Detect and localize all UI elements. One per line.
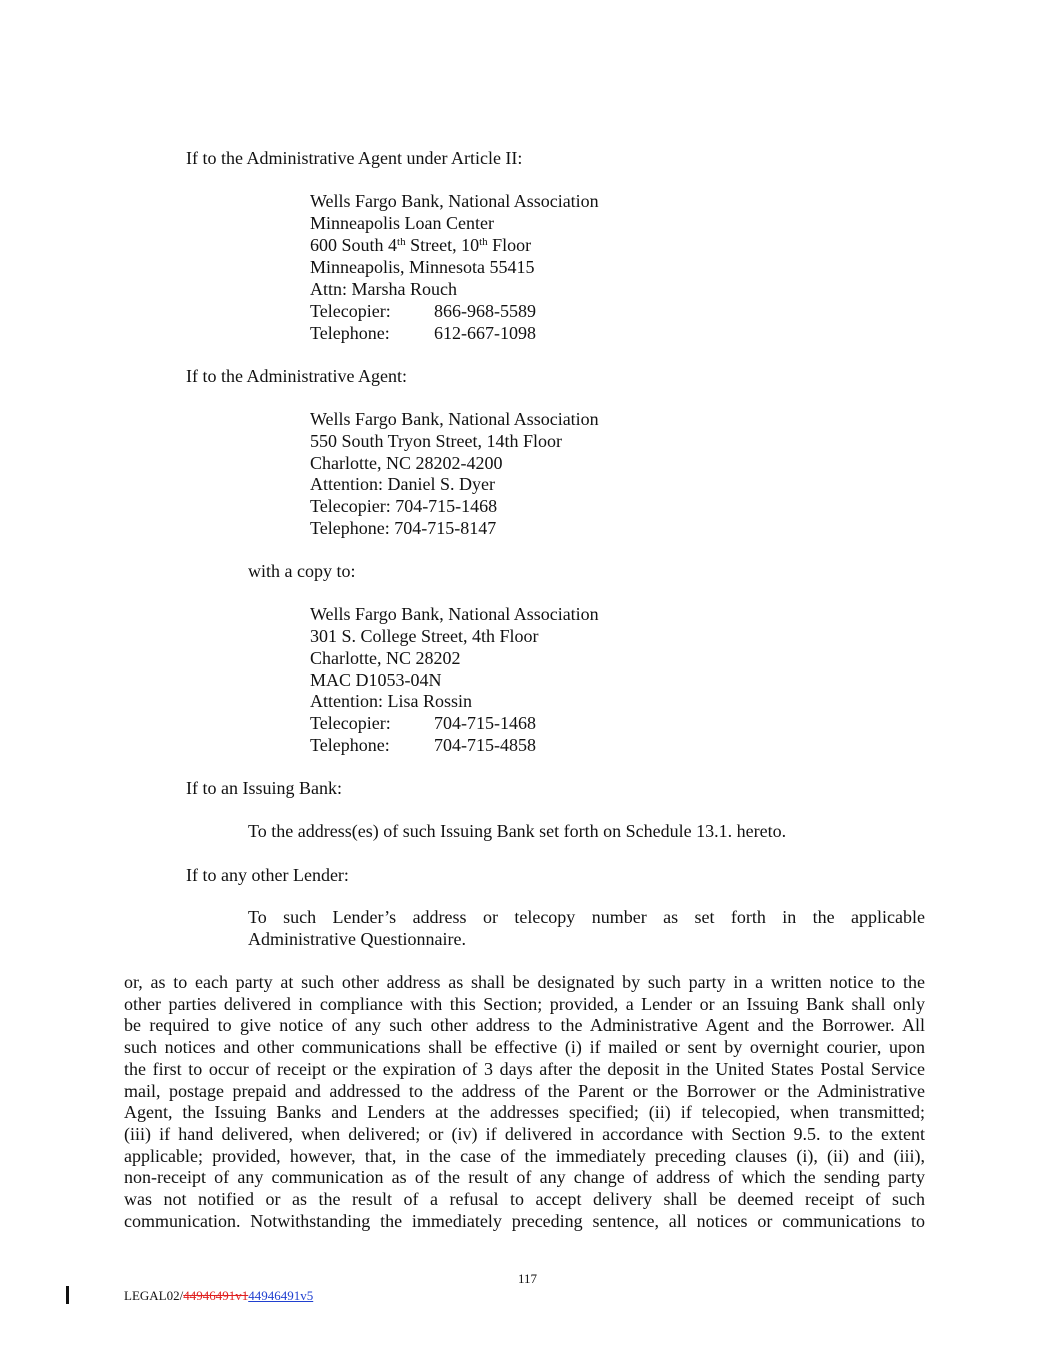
page-number: 117 bbox=[517, 1271, 538, 1286]
agent-heading: If to the Administrative Agent: bbox=[186, 366, 407, 386]
article2-street: 600 South 4th Street, 10th Floor bbox=[310, 235, 532, 255]
paragraph-line: mail, postage prepaid and addressed to the address of the Parent or the Borrower or the Administrative bbox=[124, 1080, 925, 1101]
copy-city: Charlotte, NC 28202 bbox=[310, 648, 461, 668]
copy-telecopier: Telecopier: 704-715-1468 bbox=[310, 713, 536, 733]
paragraph-line: (iii) if hand delivered, when delivered; or (iv) if delivered in accordance with Section 9.5. to the extent bbox=[124, 1123, 925, 1144]
issuing-heading: If to an Issuing Bank: bbox=[186, 778, 342, 798]
paragraph-line: non-receipt of any communication as of the result of any change of address of which the sending party bbox=[124, 1167, 925, 1188]
agent-bank-name: Wells Fargo Bank, National Association bbox=[310, 409, 599, 429]
article2-city: Minneapolis, Minnesota 55415 bbox=[310, 257, 535, 277]
agent-attn: Attention: Daniel S. Dyer bbox=[310, 474, 495, 494]
copy-telephone: Telephone: 704-715-4858 bbox=[310, 735, 536, 755]
issuing-text: To the address(es) of such Issuing Bank set forth on Schedule 13.1. hereto. bbox=[248, 821, 787, 841]
article2-telecopier: Telecopier: 866-968-5589 bbox=[310, 301, 536, 321]
paragraph-line: or, as to each party at such other address as shall be designated by such party in a written notice to the bbox=[124, 972, 925, 992]
paragraph-line: be required to give notice of any such other address to the Administrative Agent and the Borrower. All bbox=[124, 1015, 925, 1036]
paragraph-line: other parties delivered in compliance with this Section; provided, a Lender or an Issuing Bank shall only bbox=[124, 993, 925, 1014]
document-id: LEGAL02/44946491v144946491v5 bbox=[124, 1288, 314, 1303]
copy-heading: with a copy to: bbox=[248, 561, 356, 581]
agent-telephone: Telephone: 704-715-8147 bbox=[310, 518, 497, 538]
deleted-doc-version: 44946491v1 bbox=[183, 1288, 249, 1303]
change-bar bbox=[66, 1286, 69, 1304]
lender-text: To such Lender’s address or telecopy number as set forth in the applicable Administrative Questionnaire. bbox=[248, 907, 925, 949]
copy-mac: MAC D1053-04N bbox=[310, 670, 442, 690]
copy-bank-name: Wells Fargo Bank, National Association bbox=[310, 604, 599, 624]
paragraph-line: applicable; provided, however, that, in the case of the immediately preceding clauses (i), (ii) and (iii), bbox=[124, 1145, 925, 1166]
article2-telephone: Telephone: 612-667-1098 bbox=[310, 323, 536, 343]
agent-street: 550 South Tryon Street, 14th Floor bbox=[310, 431, 563, 451]
article2-loan-center: Minneapolis Loan Center bbox=[310, 213, 494, 233]
copy-attn: Attention: Lisa Rossin bbox=[310, 691, 472, 711]
lender-heading: If to any other Lender: bbox=[186, 865, 349, 885]
copy-street: 301 S. College Street, 4th Floor bbox=[310, 626, 539, 646]
paragraph-line: such notices and other communications shall be effective (i) if mailed or sent by overnight courier, upon bbox=[124, 1037, 925, 1058]
agent-city: Charlotte, NC 28202-4200 bbox=[310, 453, 503, 473]
article2-bank-name: Wells Fargo Bank, National Association bbox=[310, 191, 599, 211]
paragraph-line: the first to occur of receipt or the expiration of 3 days after the deposit in the United States Postal Service bbox=[124, 1058, 925, 1079]
paragraph-line: communication. Notwithstanding the immediately preceding sentence, all notices or communications to bbox=[124, 1210, 925, 1231]
inserted-doc-version: 44946491v5 bbox=[248, 1288, 314, 1303]
paragraph-line: was not notified or as the result of a refusal to accept delivery shall be deemed receipt of such bbox=[124, 1189, 925, 1210]
agent-telecopier: Telecopier: 704-715-1468 bbox=[310, 496, 498, 516]
article2-attn: Attn: Marsha Rouch bbox=[310, 279, 457, 299]
paragraph-line: Agent, the Issuing Banks and Lenders at the addresses specified; (ii) if telecopied, when transmitted; bbox=[124, 1102, 925, 1123]
notice-paragraph bbox=[124, 972, 925, 1232]
article2-heading: If to the Administrative Agent under Article II: bbox=[186, 148, 523, 168]
